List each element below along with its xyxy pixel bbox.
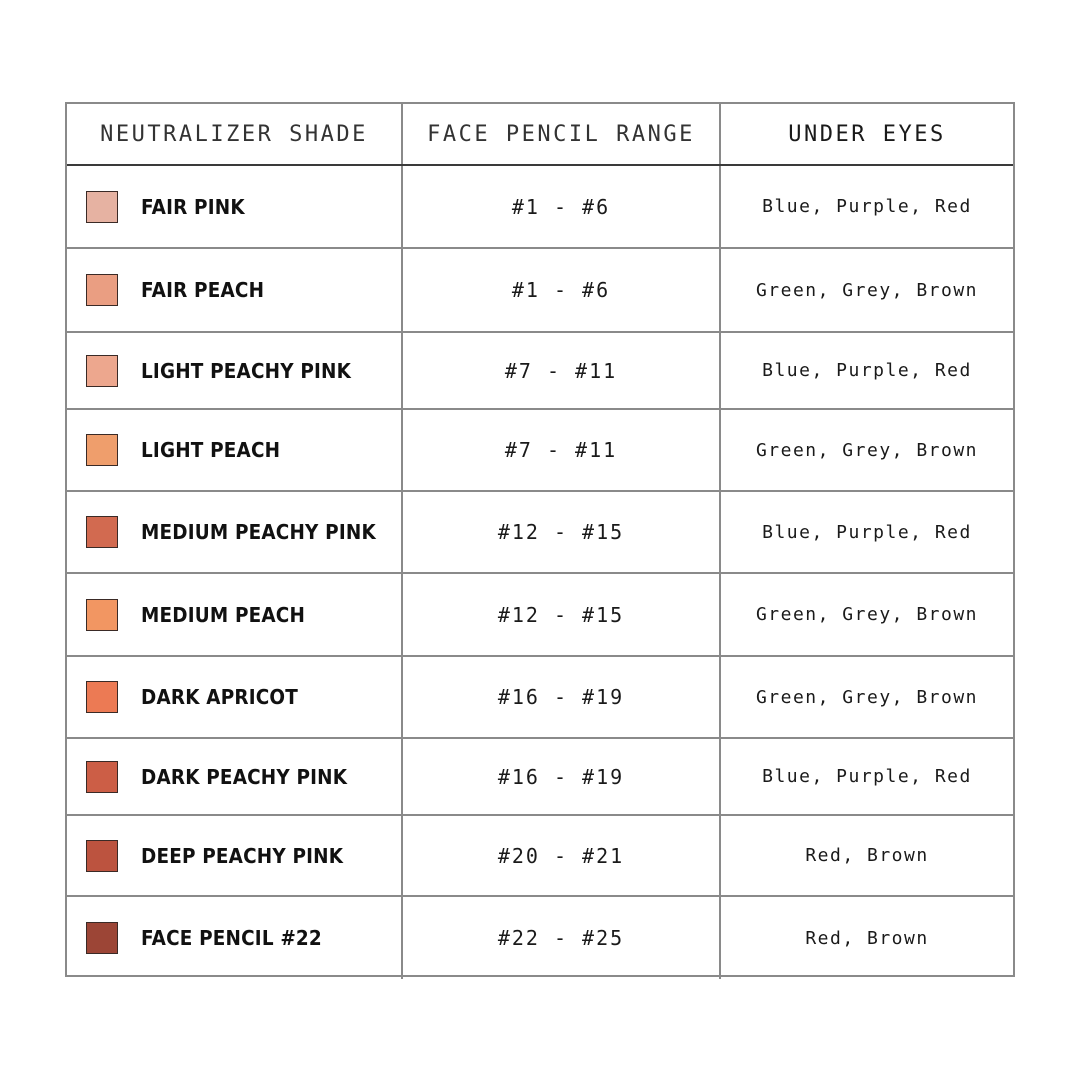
color-swatch — [86, 434, 118, 466]
table-row — [67, 166, 1013, 249]
table-row — [67, 333, 1013, 410]
face-pencil-range: #16 - #19 — [403, 739, 721, 814]
shade-cell — [67, 166, 403, 247]
header-face-pencil-range: FACE PENCIL RANGE — [403, 104, 721, 164]
shade-name: DEEP PEACHY PINK — [141, 843, 344, 868]
color-swatch — [86, 191, 118, 223]
color-swatch — [86, 274, 118, 306]
shade-name: FACE PENCIL #22 — [141, 926, 322, 950]
shade-cell — [67, 897, 403, 979]
shade-cell — [67, 410, 403, 490]
shade-name: FAIR PEACH — [141, 278, 265, 302]
face-pencil-range: #7 - #11 — [403, 410, 721, 490]
under-eyes: Blue, Purple, Red — [762, 360, 972, 381]
color-swatch — [86, 355, 118, 387]
table-row — [67, 897, 1013, 979]
face-pencil-range: #22 - #25 — [403, 897, 721, 979]
face-pencil-range: #12 - #15 — [403, 492, 721, 572]
color-swatch — [86, 922, 118, 954]
shade-cell — [67, 574, 403, 655]
shade-table — [65, 102, 1015, 977]
under-eyes: Green, Grey, Brown — [755, 604, 979, 625]
table-body — [67, 166, 1013, 979]
shade-cell — [67, 333, 403, 408]
shade-cell — [67, 816, 403, 895]
color-swatch — [86, 681, 118, 713]
table-row — [67, 249, 1013, 333]
face-pencil-range: #1 - #6 — [403, 249, 721, 331]
under-eyes: Blue, Purple, Red — [762, 766, 972, 787]
under-eyes: Green, Grey, Brown — [755, 279, 979, 301]
shade-cell — [67, 657, 403, 737]
table-row — [67, 492, 1013, 574]
shade-name: DARK PEACHY PINK — [141, 764, 348, 789]
table-row — [67, 574, 1013, 657]
table-row — [67, 816, 1013, 897]
shade-name: DARK APRICOT — [141, 685, 299, 709]
under-eyes: Red, Brown — [805, 927, 929, 949]
shade-name: MEDIUM PEACHY PINK — [141, 520, 376, 544]
shade-name: FAIR PINK — [141, 194, 245, 219]
under-eyes: Green, Grey, Brown — [755, 686, 979, 708]
color-swatch — [86, 761, 118, 793]
color-swatch — [86, 516, 118, 548]
under-eyes: Green, Grey, Brown — [755, 439, 979, 461]
table-row — [67, 657, 1013, 739]
face-pencil-range: #20 - #21 — [403, 816, 721, 895]
table-row — [67, 739, 1013, 816]
shade-name: LIGHT PEACHY PINK — [141, 358, 352, 383]
shade-cell — [67, 739, 403, 814]
shade-cell — [67, 249, 403, 331]
header-under-eyes: UNDER EYES — [788, 121, 946, 147]
shade-cell — [67, 492, 403, 572]
shade-name: MEDIUM PEACH — [141, 602, 306, 627]
face-pencil-range: #7 - #11 — [403, 333, 721, 408]
face-pencil-range: #12 - #15 — [403, 574, 721, 655]
table-header — [67, 104, 1013, 166]
face-pencil-range: #1 - #6 — [403, 166, 721, 247]
header-neutralizer-shade: NEUTRALIZER SHADE — [67, 104, 403, 164]
table-row — [67, 410, 1013, 492]
color-swatch — [86, 599, 118, 631]
under-eyes: Blue, Purple, Red — [762, 521, 972, 543]
face-pencil-range: #16 - #19 — [403, 657, 721, 737]
color-swatch — [86, 840, 118, 872]
shade-name: LIGHT PEACH — [141, 438, 281, 462]
under-eyes: Blue, Purple, Red — [762, 196, 972, 217]
under-eyes: Red, Brown — [805, 845, 929, 866]
